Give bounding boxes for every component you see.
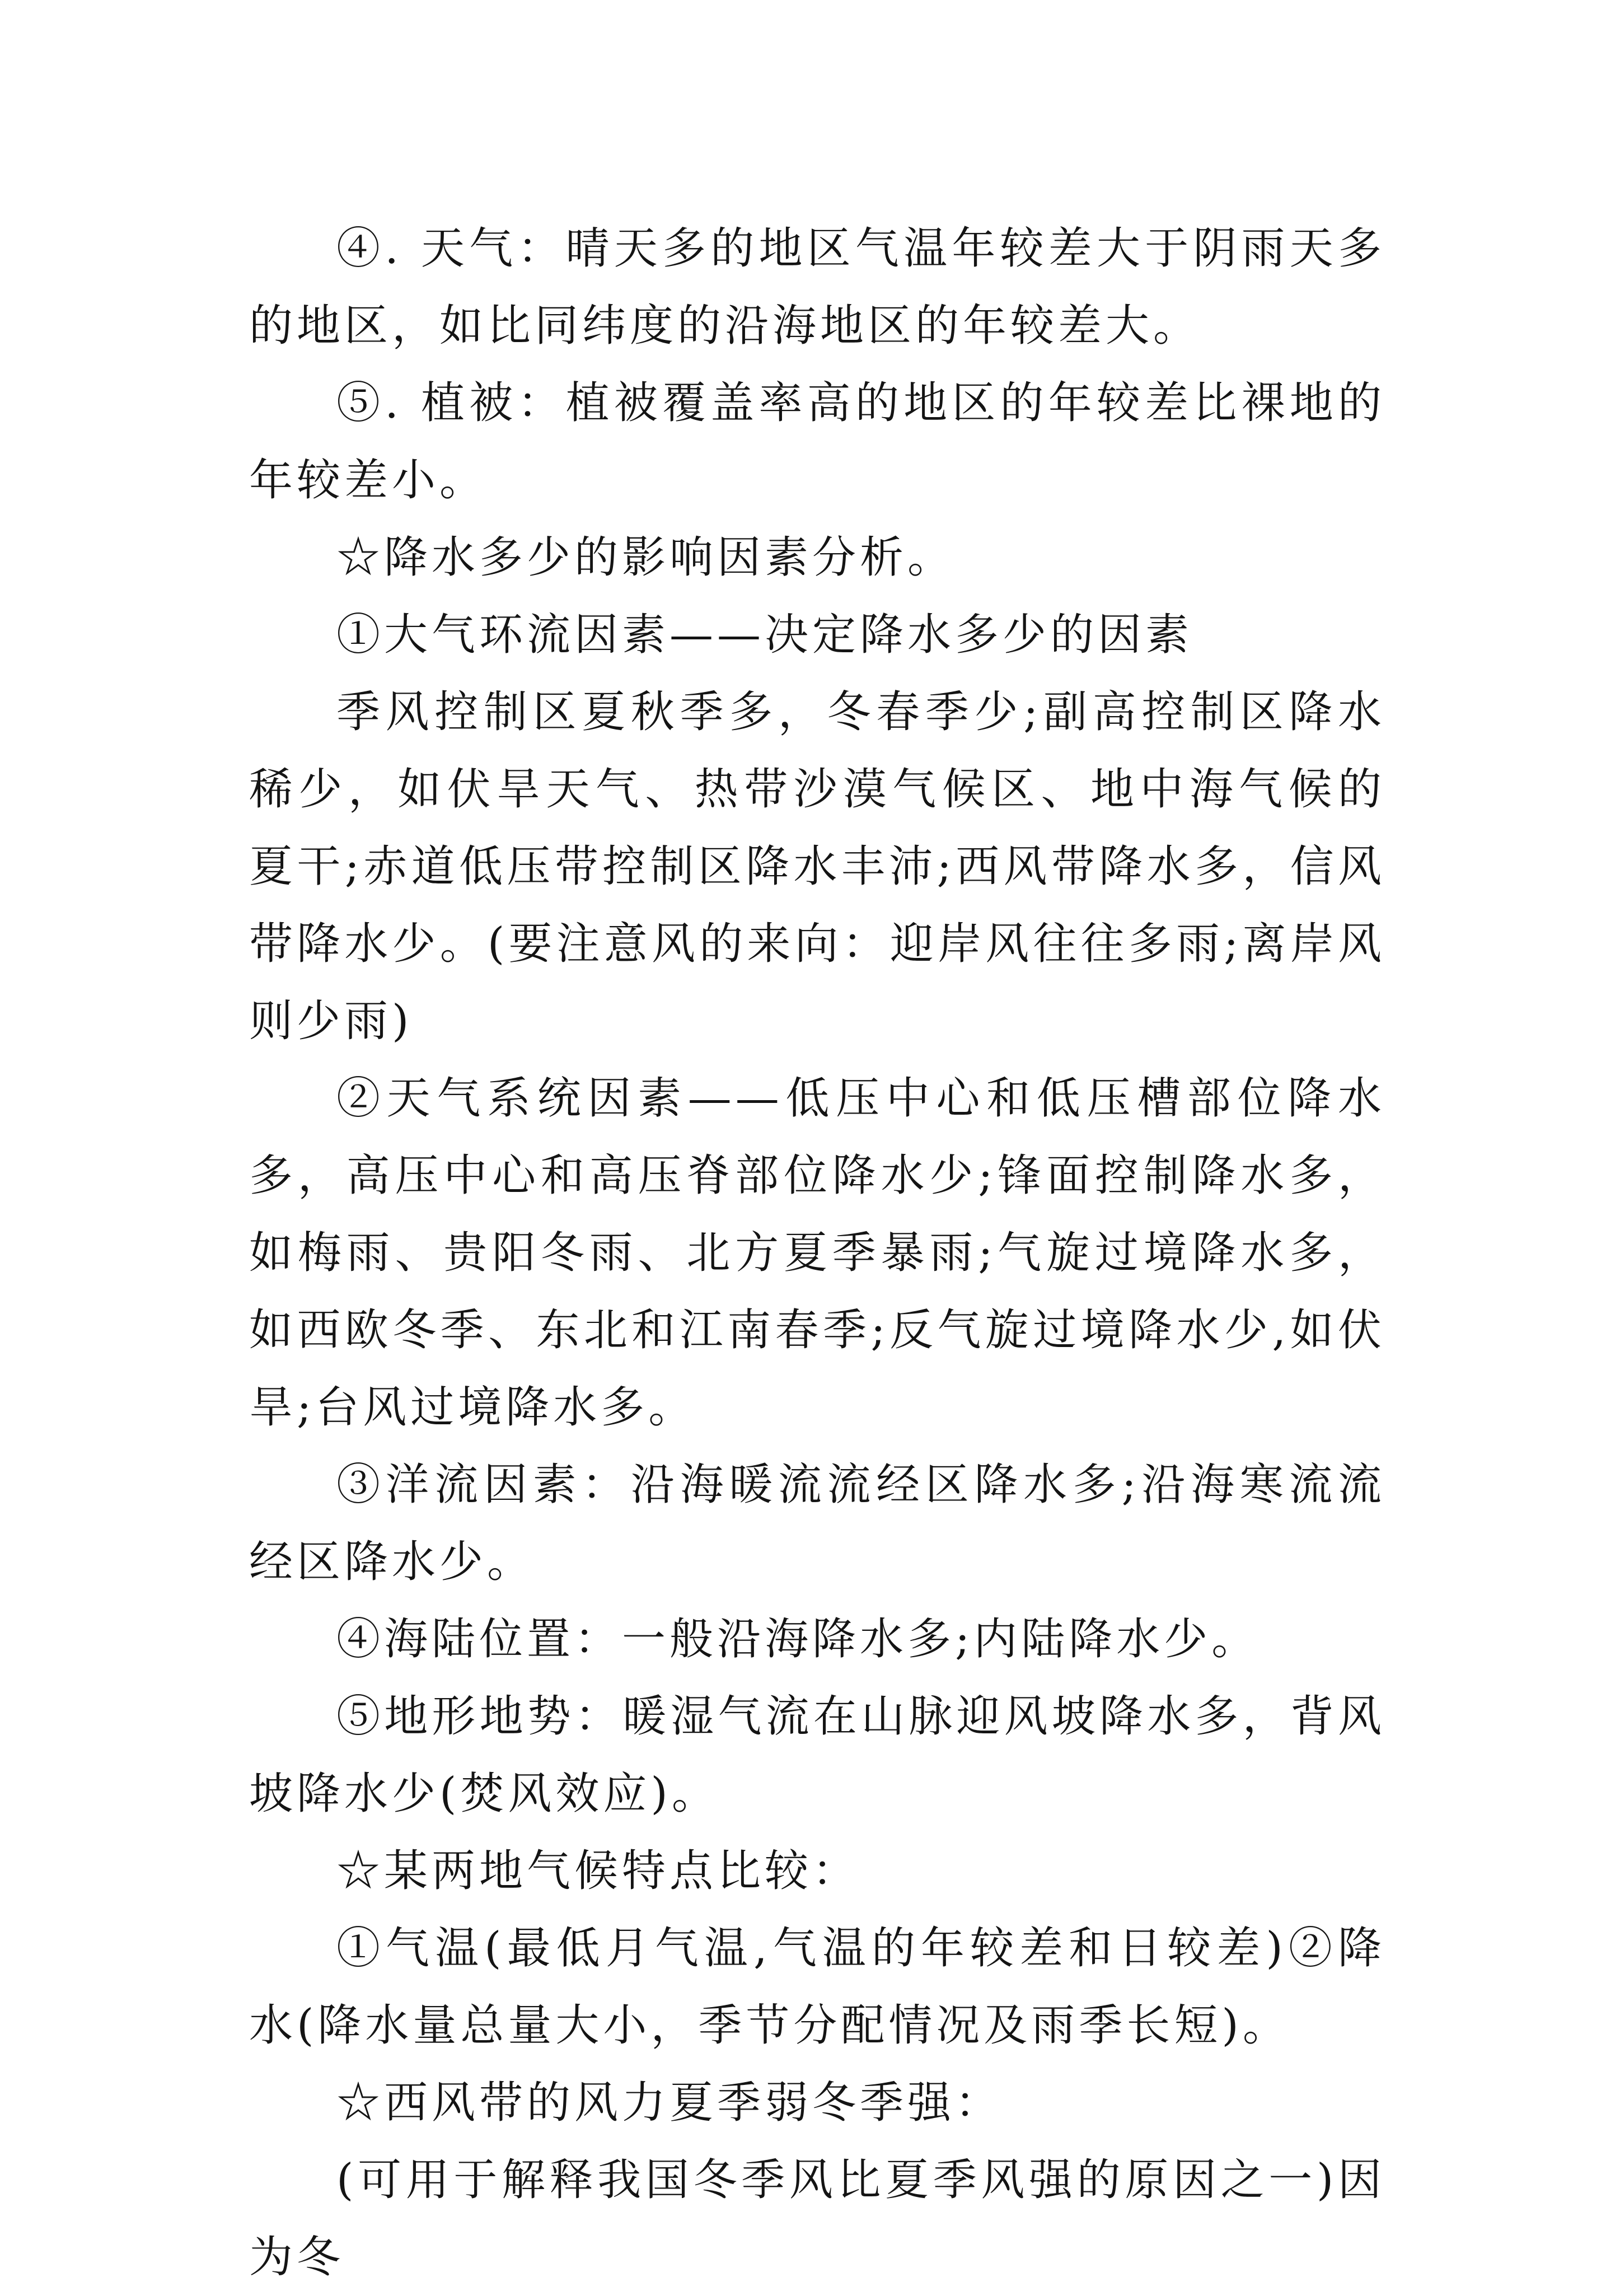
heading-westerlies-strength: ☆西风带的风力夏季弱冬季强： (336, 2078, 1003, 2128)
paragraph-vegetation: ⑤. 植被：植被覆盖率高的地区的年较差比裸地的年较差小。 (249, 378, 1385, 506)
paragraph-westerlies-explanation: (可用于解释我国冬季风比夏季风强的原因之一)因为冬 (249, 2155, 1385, 2283)
paragraph-weather: ④. 天气：晴天多的地区气温年较差大于阴雨天多的地区，如比同纬度的沿海地区的年较差大。 (249, 223, 1385, 351)
heading-climate-comparison: ☆某两地气候特点比较： (336, 1846, 860, 1896)
paragraph-weather-system-factor: ②天气系统因素——低压中心和低压槽部位降水多，高压中心和高压脊部位降水少;锋面控制降水多，如梅雨、贵阳冬雨、北方夏季暴雨;气旋过境降水多，如西欧冬季、东北和江南春季;反气旋过境降水少,如伏旱;台风过境降水多。 (249, 1073, 1385, 1433)
heading-precipitation-factors: ☆降水多少的影响因素分析。 (336, 532, 956, 583)
paragraph-temperature-precipitation: ①气温(最低月气温,气温的年较差和日较差)②降水(降水量总量大小，季节分配情况及雨季长短)。 (249, 1923, 1385, 2051)
document-body (249, 210, 1385, 2296)
paragraph-ocean-current-factor: ③洋流因素：沿海暖流流经区降水多;沿海寒流流经区降水少。 (249, 1460, 1385, 1587)
paragraph-circulation-factor: ①大气环流因素——决定降水多少的因素 (336, 610, 1193, 660)
paragraph-terrain-factor: ⑤地形地势：暖湿气流在山脉迎风坡降水多，背风坡降水少(焚风效应)。 (249, 1691, 1385, 1819)
paragraph-monsoon-control: 季风控制区夏秋季多，冬春季少;副高控制区降水稀少，如伏旱天气、热带沙漠气候区、地中海气候的夏干;赤道低压带控制区降水丰沛;西风带降水多，信风带降水少。(要注意风的来向：迎岸风往往多雨;离岸风则少雨) (249, 687, 1385, 1046)
paragraph-land-sea-position: ④海陆位置：一般沿海降水多;内陆降水少。 (336, 1614, 1260, 1664)
